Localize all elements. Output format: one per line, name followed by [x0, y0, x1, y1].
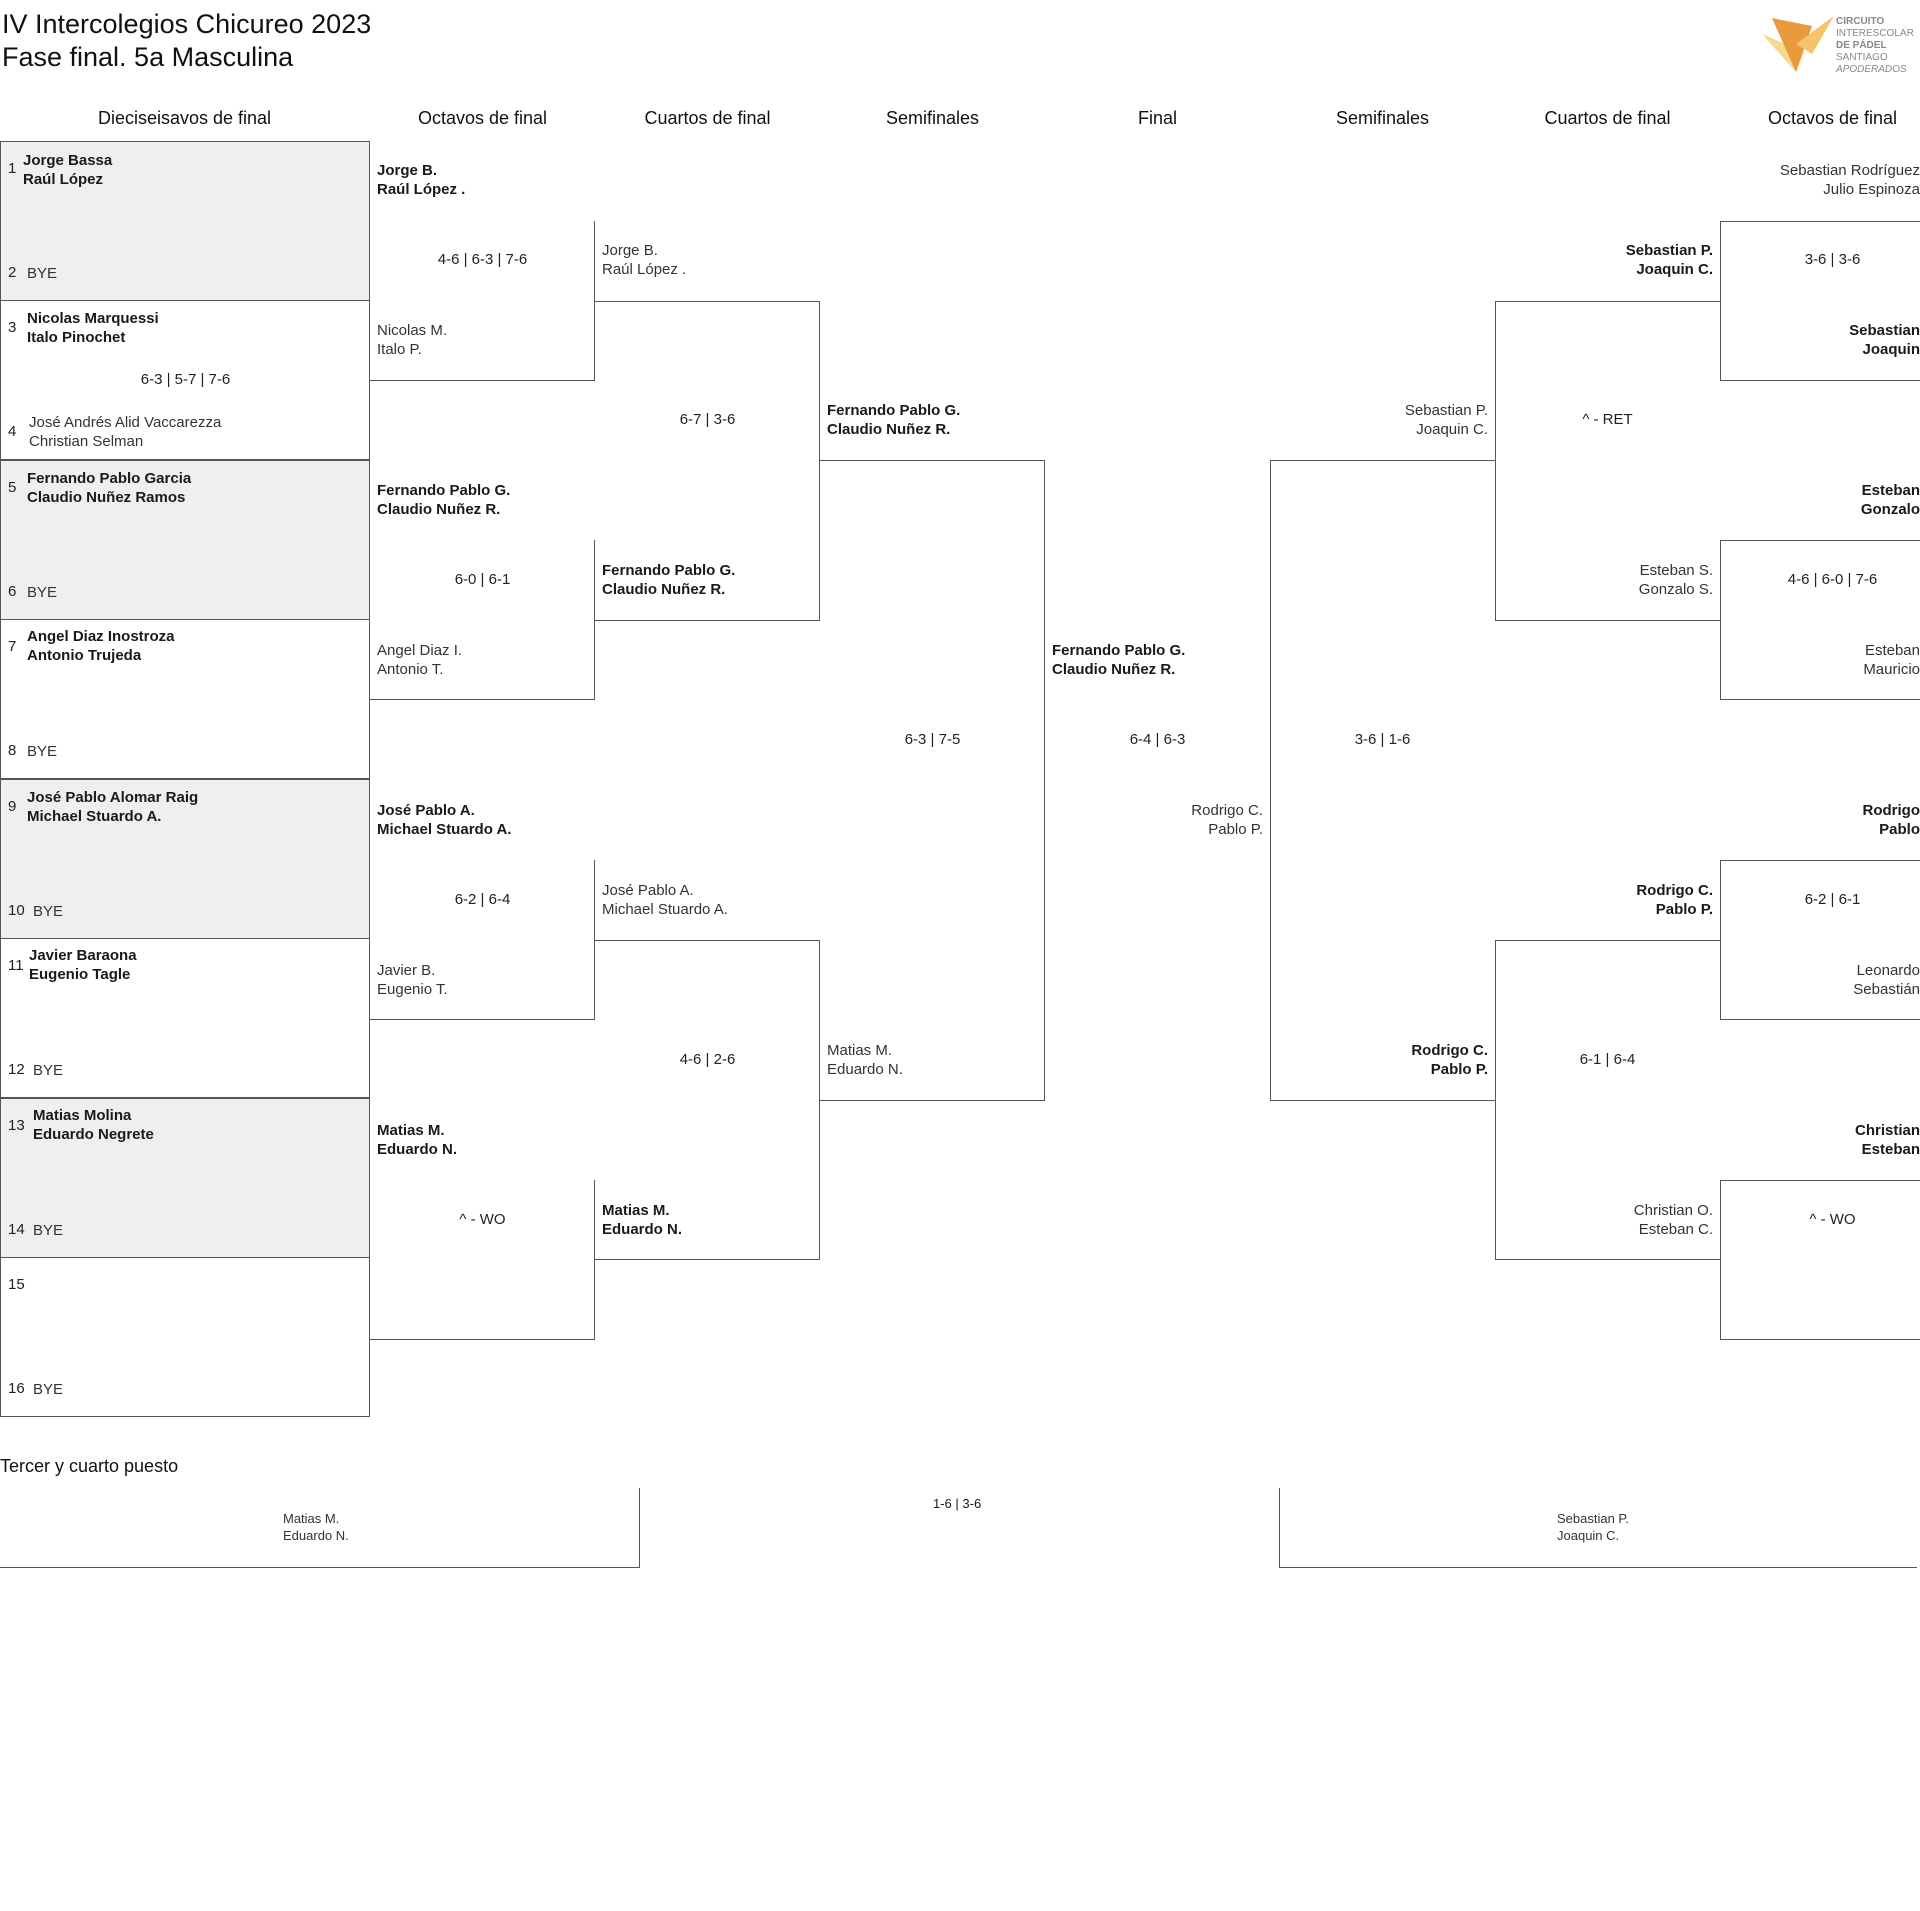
team-top — [827, 401, 960, 439]
logo-text — [1836, 16, 1914, 76]
team-bottom — [27, 583, 57, 602]
header-r32: Dieciseisavos de final — [97, 108, 272, 128]
seed-number: 15 — [8, 1276, 25, 1293]
player-name: Rodrigo C. — [1636, 882, 1713, 899]
player-name: Sebastian P. — [1625, 242, 1713, 259]
team-top — [1720, 1121, 1920, 1159]
match-score: 4-6 | 6-3 | 7-6 — [437, 251, 528, 268]
team-bottom — [377, 641, 462, 679]
team-bottom — [1720, 321, 1920, 359]
third-place-team-right — [1557, 1510, 1629, 1544]
player-name: Javier Baraona — [29, 947, 137, 964]
logo-line: INTERESCOLAR — [1836, 28, 1914, 39]
sf-right-bracket — [1270, 460, 1495, 1101]
seed-number: 10 — [8, 902, 25, 919]
match-score: 6-0 | 6-1 — [454, 571, 511, 588]
r32-match — [0, 1258, 370, 1417]
header-final: Final — [1137, 108, 1177, 128]
seed-number: 7 — [8, 638, 17, 655]
team-top — [1270, 401, 1488, 439]
player-name: Jorge B. — [377, 162, 438, 179]
player-name: Eduardo N. — [283, 1528, 349, 1543]
player-name: Michael Stuardo A. — [602, 901, 728, 918]
header-qf-right: Cuartos de final — [1544, 108, 1671, 128]
player-name: Joaquin C. — [1557, 1528, 1620, 1543]
player-name: Antonio Trujeda — [27, 647, 142, 664]
player-name: Jorge Bassa — [23, 152, 113, 169]
r16-left-bracket — [370, 1180, 595, 1340]
r32-match — [0, 620, 370, 779]
player-name: Mauricio — [1863, 661, 1920, 678]
player-name: Gonzalo — [1860, 501, 1920, 518]
player-name: BYE — [33, 1381, 64, 1398]
player-name: Javier B. — [377, 962, 436, 979]
player-name: Nicolas M. — [377, 322, 448, 339]
team-top — [377, 481, 510, 519]
player-name: Pablo P. — [1430, 1061, 1488, 1078]
team-bottom — [1495, 1201, 1713, 1239]
player-name: Claudio Nuñez R. — [602, 581, 726, 598]
player-name: José Pablo A. — [602, 882, 694, 899]
team-top — [27, 469, 191, 507]
player-name: Pablo — [1879, 821, 1920, 838]
third-place-score: 1-6 | 3-6 — [933, 1496, 982, 1511]
player-name: Jorge B. — [602, 242, 658, 259]
seed-number: 6 — [8, 583, 17, 600]
match-score: 6-2 | 6-1 — [1804, 891, 1861, 908]
team-top — [377, 161, 465, 199]
team-bottom — [827, 1041, 903, 1079]
seed-number: 12 — [8, 1061, 25, 1078]
r32-match — [0, 141, 370, 301]
sf-left-bracket — [820, 460, 1045, 1101]
match-score: ^ - RET — [1582, 411, 1633, 428]
team-bottom — [602, 1201, 682, 1239]
player-name: Fernando Pablo G. — [827, 402, 961, 419]
player-name: Fernando Pablo Garcia — [27, 470, 192, 487]
player-name: Eugenio T. — [377, 981, 448, 998]
team-bottom — [33, 1380, 63, 1399]
team-top — [27, 627, 175, 665]
page-title: IV Intercolegios Chicureo 2023 — [2, 9, 372, 39]
player-name: José Pablo A. — [377, 802, 475, 819]
player-name: Antonio T. — [377, 661, 444, 678]
seed-number: 2 — [8, 264, 17, 281]
player-name: Michael Stuardo A. — [27, 808, 162, 825]
team-top — [27, 788, 198, 826]
player-name: Sebastian — [1849, 322, 1920, 339]
player-name: Esteban — [1861, 482, 1920, 499]
header-qf-left: Cuartos de final — [644, 108, 771, 128]
player-name: BYE — [33, 1062, 64, 1079]
final-score: 6-4 | 6-3 — [1129, 731, 1186, 748]
final-team-left — [1052, 641, 1185, 679]
player-name: Esteban S. — [1639, 562, 1713, 579]
seed-number: 3 — [8, 319, 17, 336]
team-top — [1495, 881, 1713, 919]
seed-number: 1 — [8, 160, 17, 177]
player-name: Nicolas Marquessi — [27, 310, 159, 327]
header-sf-left: Semifinales — [885, 108, 980, 128]
player-name: Christian — [1854, 1122, 1920, 1139]
match-score: 3-6 | 1-6 — [1354, 731, 1411, 748]
team-bottom — [1720, 961, 1920, 999]
team-top — [1720, 481, 1920, 519]
logo-line: CIRCUITO — [1836, 16, 1885, 27]
match-score: ^ - WO — [459, 1211, 506, 1228]
player-name: BYE — [33, 903, 64, 920]
player-name: Fernando Pablo G. — [377, 482, 511, 499]
r32-match — [0, 779, 370, 939]
player-name: Angel Diaz Inostroza — [27, 628, 175, 645]
match-score: 6-2 | 6-4 — [454, 891, 511, 908]
player-name: Esteban — [1864, 642, 1920, 659]
player-name: Pablo P. — [1208, 821, 1263, 838]
team-top — [1495, 241, 1713, 279]
team-top — [377, 1121, 457, 1159]
player-name: Eugenio Tagle — [29, 966, 131, 983]
player-name: Sebastian Rodríguez — [1779, 162, 1920, 179]
player-name: Sebastian P. — [1557, 1511, 1630, 1526]
player-name: Joaquin — [1862, 341, 1920, 358]
match-score: 6-3 | 7-5 — [904, 731, 961, 748]
match-score: 3-6 | 3-6 — [1804, 251, 1861, 268]
team-bottom — [33, 1061, 63, 1080]
player-name: Matias Molina — [33, 1107, 132, 1124]
seed-number: 5 — [8, 479, 17, 496]
player-name: Italo P. — [377, 341, 422, 358]
player-name: Eduardo N. — [377, 1141, 458, 1158]
player-name: Michael Stuardo A. — [377, 821, 512, 838]
player-name: Matias M. — [283, 1511, 340, 1526]
player-name: Julio Espinoza — [1823, 181, 1920, 198]
team-top — [1720, 161, 1920, 199]
team-top — [377, 801, 511, 839]
match-score: 4-6 | 2-6 — [679, 1051, 736, 1068]
player-name: Eduardo N. — [602, 1221, 683, 1238]
team-bottom — [377, 961, 448, 999]
player-name: Matias M. — [377, 1122, 445, 1139]
seed-number: 9 — [8, 798, 17, 815]
r32-match — [0, 301, 370, 460]
team-top — [29, 946, 137, 984]
player-name: Fernando Pablo G. — [1052, 642, 1186, 659]
match-score: 4-6 | 6-0 | 7-6 — [1787, 571, 1878, 588]
player-name: Christian O. — [1633, 1202, 1713, 1219]
player-name: Claudio Nuñez R. — [827, 421, 951, 438]
player-name: Joaquin C. — [1416, 421, 1488, 438]
header-r16-right: Octavos de final — [1767, 108, 1898, 128]
player-name: BYE — [27, 743, 58, 760]
player-name: BYE — [27, 265, 58, 282]
match-score: 6-3 | 5-7 | 7-6 — [140, 371, 231, 388]
player-name: Angel Diaz I. — [377, 642, 463, 659]
header-sf-right: Semifinales — [1335, 108, 1430, 128]
team-top — [602, 881, 728, 919]
player-name: Pablo P. — [1655, 901, 1713, 918]
player-name: José Pablo Alomar Raig — [27, 789, 199, 806]
player-name: Raúl López . — [602, 261, 687, 278]
player-name: Matias M. — [827, 1042, 893, 1059]
seed-number: 8 — [8, 742, 17, 759]
team-bottom — [377, 321, 447, 359]
team-bottom — [1270, 1041, 1488, 1079]
team-bottom — [602, 561, 735, 599]
player-name: Rodrigo C. — [1411, 1042, 1488, 1059]
third-place-title: Tercer y cuarto puesto — [0, 1456, 179, 1476]
team-bottom — [33, 902, 63, 921]
player-name: Rodrigo C. — [1191, 802, 1263, 819]
team-bottom — [27, 264, 57, 283]
seed-number: 14 — [8, 1221, 25, 1238]
match-score: 6-1 | 6-4 — [1579, 1051, 1636, 1068]
player-name: Eduardo N. — [827, 1061, 903, 1078]
player-name: Sebastián — [1853, 981, 1920, 998]
player-name: Esteban — [1861, 1141, 1920, 1158]
team-bottom — [27, 742, 57, 761]
player-name: Claudio Nuñez Ramos — [27, 489, 186, 506]
team-top — [602, 241, 686, 279]
player-name: Rodrigo — [1862, 802, 1920, 819]
player-name: Raúl López — [23, 171, 104, 188]
seed-number: 11 — [8, 957, 24, 974]
header-r16-left: Octavos de final — [417, 108, 548, 128]
team-bottom — [33, 1221, 63, 1240]
player-name: Claudio Nuñez R. — [377, 501, 501, 518]
team-bottom — [1720, 641, 1920, 679]
team-bottom — [29, 413, 221, 451]
logo-line: APODERADOS — [1836, 64, 1907, 75]
page-subtitle: Fase final. 5a Masculina — [2, 42, 294, 72]
third-place-team-left — [283, 1510, 349, 1544]
seed-number: 13 — [8, 1117, 25, 1134]
team-top — [1720, 801, 1920, 839]
team-top — [23, 151, 112, 189]
match-score: ^ - WO — [1809, 1211, 1856, 1228]
player-name: Claudio Nuñez R. — [1052, 661, 1176, 678]
final-team-right — [1045, 801, 1263, 839]
r32-match — [0, 460, 370, 620]
team-top — [27, 309, 159, 347]
player-name: Esteban C. — [1638, 1221, 1713, 1238]
r16-right-bracket — [1720, 1180, 1920, 1340]
team-bottom — [1495, 561, 1713, 599]
player-name: Christian Selman — [29, 433, 144, 450]
player-name: Fernando Pablo G. — [602, 562, 736, 579]
player-name: Italo Pinochet — [27, 329, 126, 346]
player-name: Leonardo — [1856, 962, 1920, 979]
player-name: Sebastian P. — [1404, 402, 1488, 419]
match-score: 6-7 | 3-6 — [679, 411, 736, 428]
r32-match — [0, 1098, 370, 1258]
seed-number: 16 — [8, 1380, 25, 1397]
player-name: BYE — [33, 1222, 64, 1239]
player-name: Gonzalo S. — [1638, 581, 1713, 598]
logo-line: DE PÁDEL — [1836, 40, 1887, 51]
r32-match — [0, 939, 370, 1098]
player-name: Raúl López . — [377, 181, 466, 198]
logo-line: SANTIAGO — [1836, 52, 1888, 63]
player-name: Eduardo Negrete — [33, 1126, 154, 1143]
logo-icon — [1760, 14, 1836, 74]
seed-number: 4 — [8, 423, 17, 440]
team-top — [33, 1106, 154, 1144]
player-name: José Andrés Alid Vaccarezza — [29, 414, 222, 431]
player-name: BYE — [27, 584, 58, 601]
player-name: Joaquin C. — [1636, 261, 1713, 278]
player-name: Matias M. — [602, 1202, 670, 1219]
